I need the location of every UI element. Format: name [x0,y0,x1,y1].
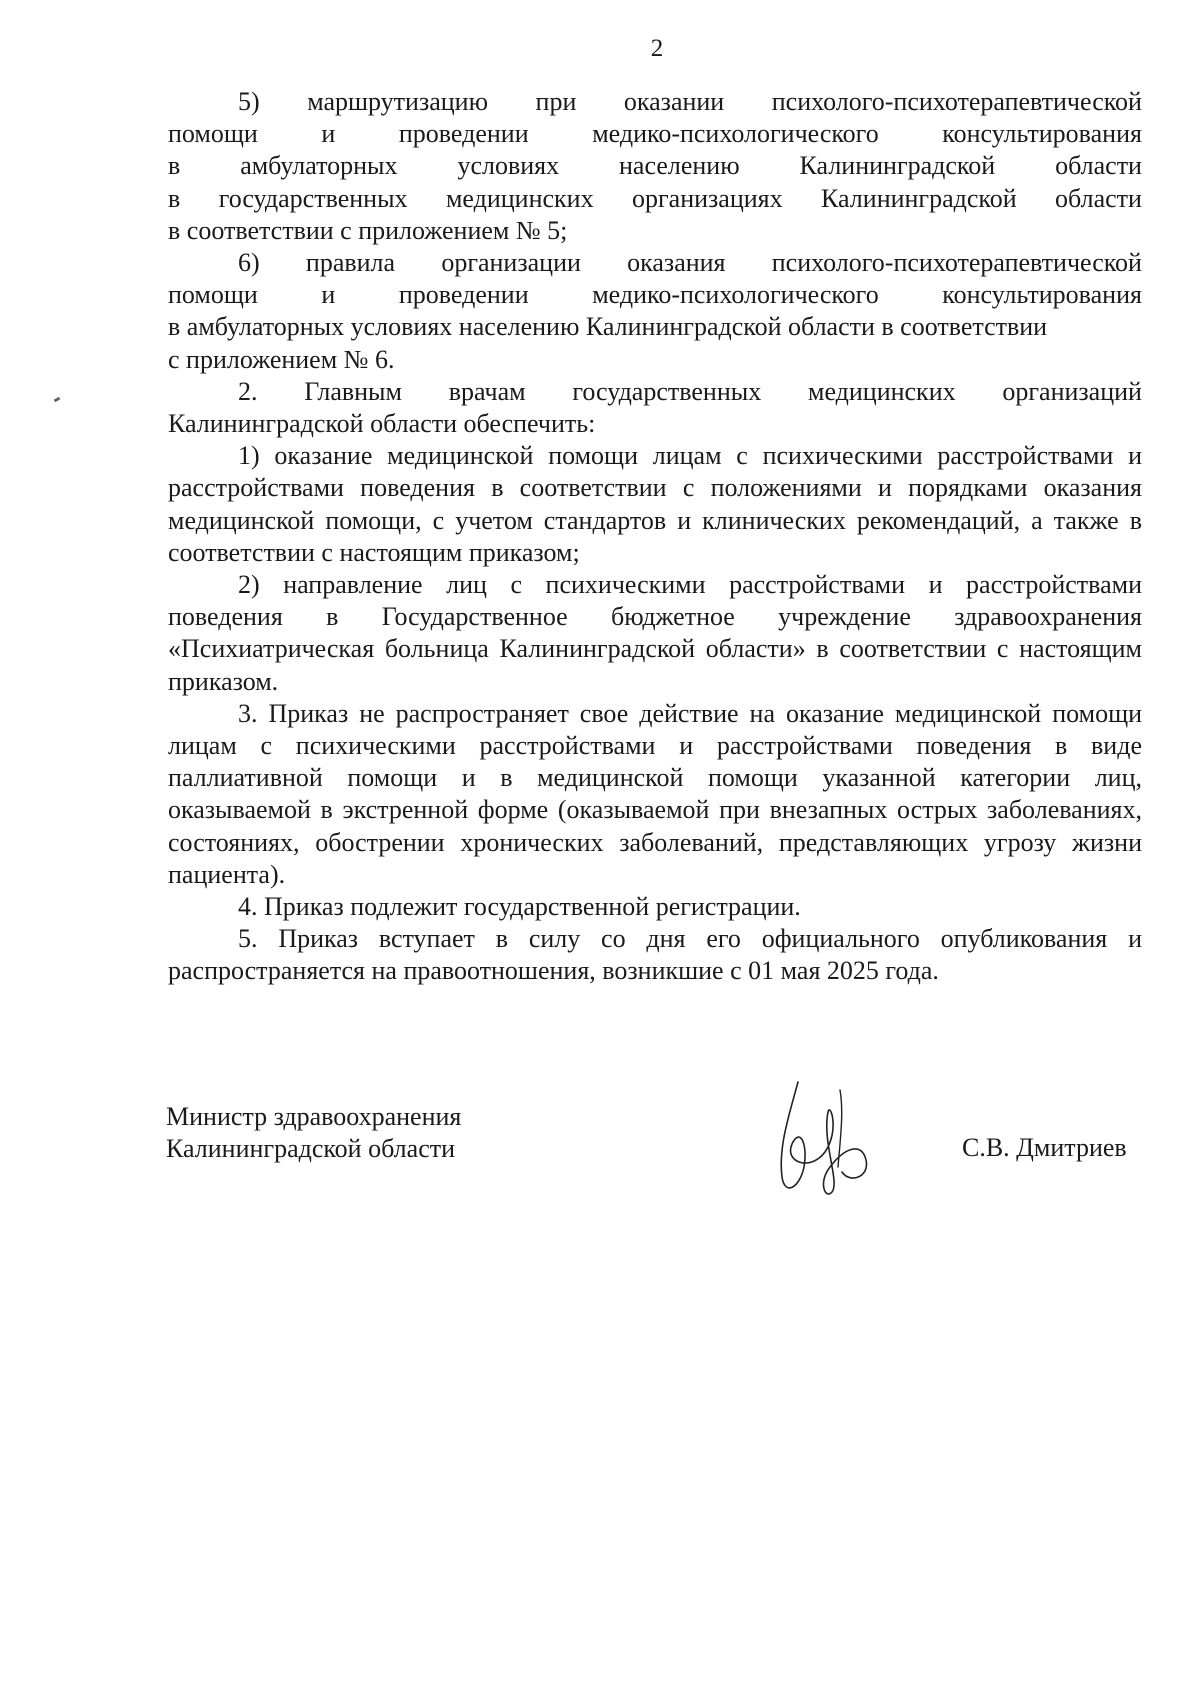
item-5-line-3: в амбулаторных условиях населению Калининградской области [168,151,1142,181]
point-2-line-1: 2. Главным врачам государственных медицинских организаций [238,376,1142,406]
point-5: 5. Приказ вступает в силу со дня его официального опубликования и распространяется на правоотношения, возникшие с 01 мая 2025 года. [168,924,1142,986]
item-5-line-2: помощи и проведении медико-психологического консультирования [168,119,1142,149]
scan-artifact [54,397,61,403]
document-body [168,86,1142,988]
item-5-line-4: в государственных медицинских организациях Калининградской области [168,183,1142,213]
item-6-line-3: в амбулаторных условиях населению Калининградской области в соответствии [168,312,1048,342]
handwritten-signature [770,1072,890,1202]
item-6-line-2: помощи и проведении медико-психологического консультирования [168,280,1142,310]
point-3: 3. Приказ не распространяет свое действие на оказание медицинской помощи лицам с психическими расстройствами и расстройствами поведения в виде паллиативной помощи и в медицинской помощи указанной категории лиц, оказываемой в экстренной форме (оказываемой при внезапных острых заболеваниях, состояниях, обострении хронических заболеваний, представляющих угрозу жизни пациента). [168,698,1142,889]
item-5-line-1: 5) маршрутизацию при оказании психолого-психотерапевтической [238,87,1142,116]
item-6-line-4: с приложением № 6. [168,344,395,374]
page-number: 2 [650,35,664,62]
point-2-subitem-2: 2) направление лиц с психическими расстройствами и расстройствами поведения в Государственное бюджетное учреждение здравоохранения «Психиатрическая больница Калининградской области» в соответствии с настоящим приказом. [168,570,1142,696]
signatory-name: С.В. Дмитриев [962,1133,1127,1162]
signatory-title-line-1: Министр здравоохранения [166,1102,462,1131]
point-2-subitem-1: 1) оказание медицинской помощи лицам с психическими расстройствами и расстройствами поведения в соответствии с положениями и порядками оказания медицинской помощи, с учетом стандартов и клинических рекомендаций, а также в соответствии с настоящим приказом; [168,441,1142,567]
point-2-line-2: Калининградской области обеспечить: [168,409,596,439]
signatory-title-line-2: Калининградской области [166,1134,456,1163]
point-4: 4. Приказ подлежит государственной регистрации. [238,892,801,922]
signatory-title [166,1101,461,1165]
item-6-line-1: 6) правила организации оказания психолого-психотерапевтической [238,248,1142,278]
item-5-line-5: в соответствии с приложением № 5; [168,215,568,245]
